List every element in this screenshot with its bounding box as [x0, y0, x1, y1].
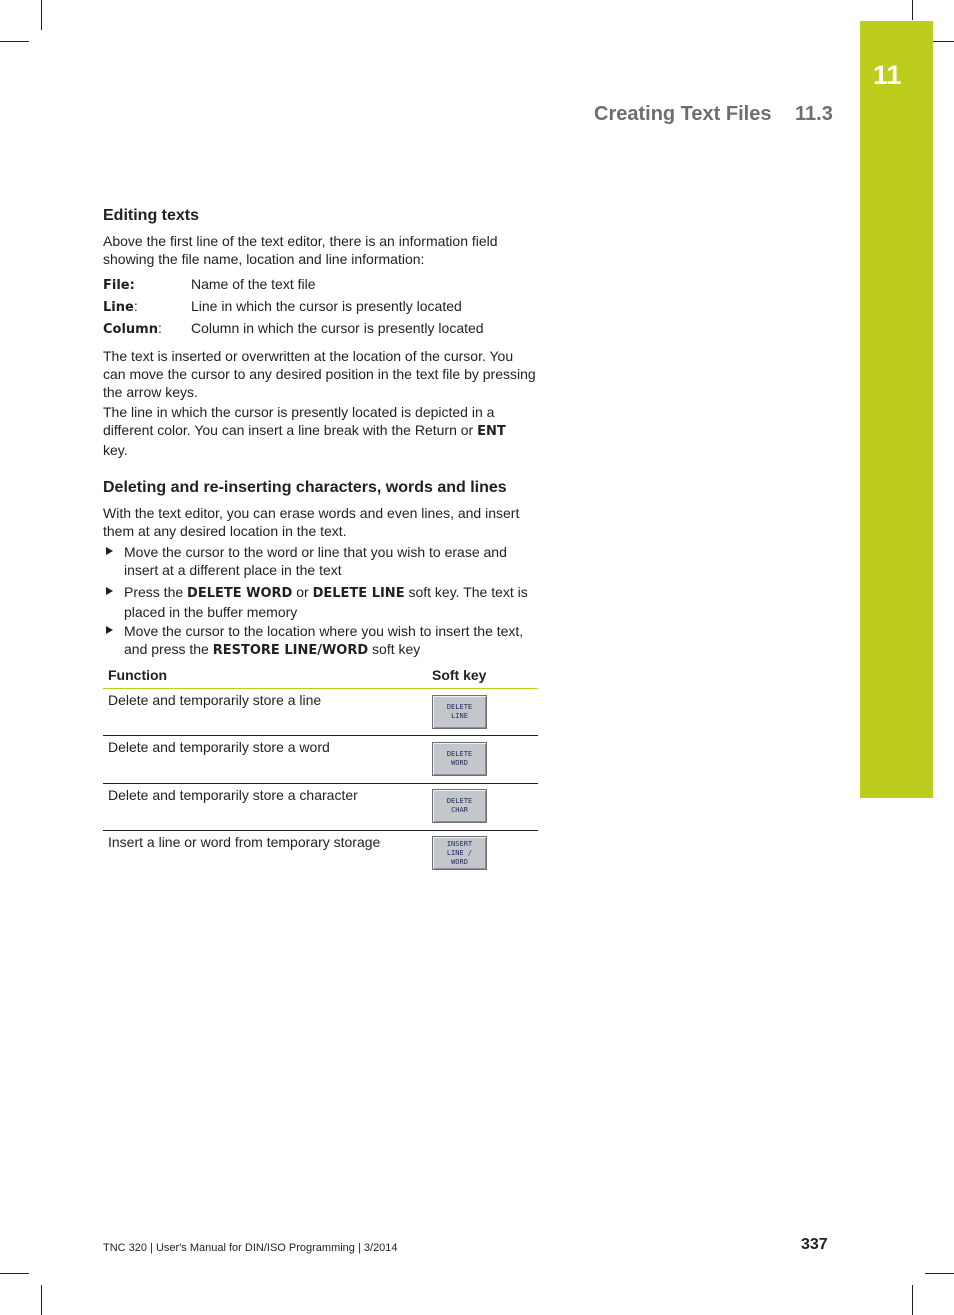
- table-row-divider: [103, 735, 538, 736]
- crop-mark: [925, 1273, 954, 1274]
- arrow-icon: [106, 547, 113, 555]
- crop-mark: [41, 0, 42, 30]
- section-title: Creating Text Files: [594, 103, 772, 125]
- deleting-heading: Deleting and re-inserting characters, words and lines: [103, 479, 507, 496]
- crop-mark: [41, 1285, 42, 1315]
- table-header-softkey: Soft key: [432, 667, 487, 683]
- softkey-delete-line: DELETE LINE: [432, 695, 487, 729]
- softkey-delete-word: DELETE WORD: [432, 742, 487, 776]
- def-term-file: File:: [103, 278, 135, 293]
- editing-heading: Editing texts: [103, 207, 200, 224]
- editing-intro: Above the first line of the text editor, there is an information field showing the file name, location and line information:: [103, 233, 498, 267]
- section-number: 11.3: [795, 103, 833, 125]
- softkey-delete-char: DELETE CHAR: [432, 789, 487, 823]
- def-term-column: Column:: [103, 320, 162, 337]
- table-header-rule: [103, 688, 538, 689]
- table-cell-function: Delete and temporarily store a word: [108, 739, 330, 755]
- arrow-icon: [106, 587, 113, 595]
- footer-text: TNC 320 | User's Manual for DIN/ISO Programming | 3/2014: [103, 1242, 398, 1254]
- table-header-function: Function: [108, 667, 168, 683]
- chapter-number: 11: [873, 60, 902, 90]
- crop-mark: [912, 0, 913, 20]
- def-desc-file: Name of the text file: [191, 276, 316, 292]
- crop-mark: [912, 1285, 913, 1315]
- def-desc-column: Column in which the cursor is presently located: [191, 320, 484, 336]
- bullet-item: Press the DELETE WORD or DELETE LINE soft key. The text is placed in the buffer memory: [103, 583, 543, 621]
- bullet-item: Move the cursor to the location where you wish to insert the text, and press the RESTORE LINE/WORD soft key: [103, 622, 543, 660]
- page-number: 337: [801, 1236, 828, 1253]
- crop-mark: [0, 41, 29, 42]
- table-cell-function: Delete and temporarily store a character: [108, 787, 358, 803]
- arrow-icon: [106, 626, 113, 634]
- table-row-divider: [103, 830, 538, 831]
- def-desc-line: Line in which the cursor is presently located: [191, 298, 462, 314]
- table-row-divider: [103, 783, 538, 784]
- chapter-tab: [860, 21, 933, 798]
- deleting-intro: With the text editor, you can erase words and even lines, and insert them at any desired location in the text.: [103, 505, 520, 539]
- table-cell-function: Insert a line or word from temporary storage: [108, 834, 381, 850]
- crop-mark: [0, 1273, 29, 1274]
- editing-paragraph-1: The text is inserted or overwritten at the location of the cursor. You can move the cursor to any desired position in the text file by pressing the arrow keys.: [103, 348, 536, 400]
- softkey-insert-line-word: INSERT LINE / WORD: [432, 836, 487, 870]
- table-cell-function: Delete and temporarily store a line: [108, 692, 322, 708]
- bullet-item: Move the cursor to the word or line that you wish to erase and insert at a different place in the text: [103, 543, 543, 579]
- def-term-line: Line:: [103, 298, 138, 315]
- editing-paragraph-2: The line in which the cursor is presently located is depicted in a different color. You can insert a line break with the Return or ENT key.: [103, 404, 506, 458]
